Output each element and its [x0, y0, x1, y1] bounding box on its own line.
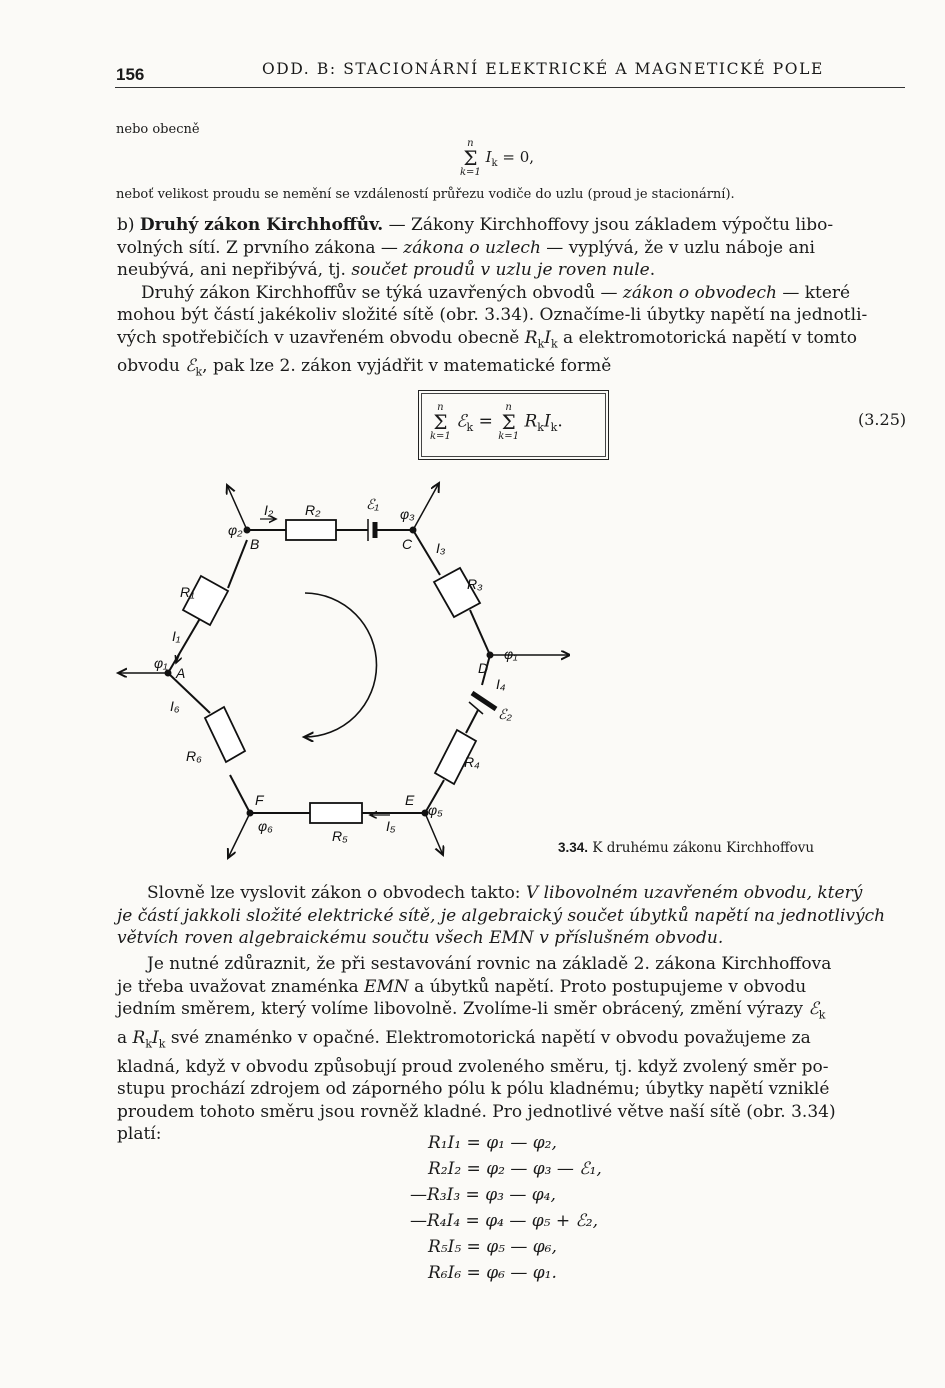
- page-number: 156: [116, 65, 145, 84]
- nutne-line-8: platí:: [117, 1124, 162, 1145]
- eq-n2: n: [505, 402, 512, 413]
- section-b-line-3: neubývá, ani nepřibývá, tj. součet proudů v uzlu je roven nule.: [117, 260, 656, 280]
- label-r3: R₃: [467, 576, 483, 592]
- section-b-line-4: Druhý zákon Kirchhoffův se týká uzavřených obvodů — zákon o obvodech — které: [141, 282, 851, 303]
- label-phi3: φ₃: [400, 506, 415, 522]
- section-b-text: [117, 214, 912, 384]
- slovne-paragraph: [117, 882, 912, 950]
- equation-6: R₆I₆ = φ₆ — φ₁.: [428, 1263, 557, 1283]
- nutne-line-1: Je nutné zdůraznit, že při sestavování rovnic na základě 2. zákona Kirchhoffova: [147, 954, 832, 974]
- label-a: A: [176, 665, 186, 681]
- resistor-r5: [310, 803, 362, 823]
- resistor-r2: [286, 520, 336, 540]
- circulation-arrow: [304, 593, 377, 737]
- sum-upper: n: [467, 138, 474, 149]
- nutne-line-3: jedním směrem, který volíme libovolně. Zvolíme-li směr obrácený, změní výrazy ℰ$_k$: [117, 999, 826, 1022]
- sum-sub: k: [491, 158, 498, 169]
- sum-term: I: [485, 148, 492, 166]
- stationary-note: neboť velikost proudu se nemění se vzdáleností průřezu vodiče do uzlu (proud je stacionární).: [116, 187, 735, 202]
- label-r6: R₆: [186, 748, 202, 764]
- label-e1: ℰ₁: [366, 496, 379, 512]
- label-phi2: φ₂: [228, 522, 243, 538]
- label-f: F: [255, 792, 264, 808]
- sum-rhs: = 0,: [497, 148, 535, 166]
- circuit-diagram: [100, 475, 570, 870]
- equation-2: R₂I₂ = φ₂ — φ₃ — ℰ₁,: [428, 1159, 602, 1179]
- node-d: [487, 652, 494, 659]
- nutne-line-5: kladná, když v obvodu způsobují proud zvoleného směru, tj. když zvolený směr po-: [117, 1056, 829, 1077]
- label-i6: I₆: [170, 698, 180, 714]
- section-b-line-2: volných sítí. Z prvního zákona — zákona o uzlech — vyplývá, že v uzlu náboje ani: [117, 237, 815, 258]
- nutne-line-7: proudem tohoto směru jsou rovněž kladné. Pro jednotlivé větve naší sítě (obr. 3.34): [117, 1101, 836, 1122]
- node-c: [410, 527, 417, 534]
- wire-de-mid: [466, 710, 478, 733]
- label-phi6: φ₆: [258, 818, 273, 834]
- node-b: [244, 527, 251, 534]
- label-i3: I₃: [436, 540, 446, 556]
- label-c: C: [402, 536, 413, 552]
- branch-e: [425, 813, 443, 855]
- eq-rhs-i: I: [543, 411, 551, 432]
- resistor-r6: [205, 707, 245, 762]
- label-i5: I₅: [386, 818, 396, 834]
- nebo-text: nebo obecně: [116, 122, 200, 137]
- label-r4: R₄: [464, 754, 480, 770]
- wire-ab-top: [228, 540, 247, 588]
- running-title: ODD. B: STACIONÁRNÍ ELEKTRICKÉ A MAGNETICKÉ POLE: [262, 60, 824, 78]
- kirchhoff-equation: n Σ k=1 ℰ$_k$ = n Σ k=1 $R_kI_k$.: [430, 402, 563, 442]
- branch-c: [413, 483, 439, 530]
- equation-5: R₅I₅ = φ₅ — φ₆,: [428, 1237, 557, 1257]
- caption-text: K druhému zákonu Kirchhoffovu: [588, 840, 815, 856]
- slovne-line-3: větvích roven algebraickému součtu všech EMN v příslušném obvodu.: [117, 928, 724, 948]
- label-b: B: [250, 536, 260, 552]
- section-b-line-7: obvodu ℰ$_k$, pak lze 2. zákon vyjádřit v matematické formě: [117, 356, 612, 379]
- section-b-line-5: mohou být částí jakékoliv složité sítě (obr. 3.34). Označíme-li úbytky napětí na jednotli-: [117, 305, 868, 325]
- sum-lower: k=1: [460, 167, 481, 178]
- equation-number: (3.25): [858, 410, 907, 429]
- wire-fa-bottom: [230, 775, 250, 813]
- label-phi1-a: φ₁: [154, 655, 168, 671]
- label-r1: R₁: [180, 584, 195, 600]
- label-r5: R₅: [332, 828, 348, 844]
- slovne-line-2: je částí jakkoli složité elektrické sítě, je algebraický součet úbytků napětí na jednotlivých: [117, 905, 886, 926]
- sum-equation: n Σ k=1 $I_k = 0$,: [460, 138, 535, 178]
- wire-cd-bottom: [470, 610, 490, 655]
- eq-sign: =: [473, 411, 499, 432]
- label-r2: R₂: [305, 502, 321, 518]
- eq-rhs-sub2: k: [550, 420, 558, 434]
- branch-f: [228, 813, 250, 858]
- eq-lhs: ℰ: [456, 411, 467, 432]
- label-phi1-d: φ₁: [504, 646, 518, 662]
- eq-k2: k=1: [498, 431, 520, 442]
- section-b-line-6: vých spotřebičích v uzavřeném obvodu obecně $R_kI_k$ a elektromotorická napětí v tomto: [117, 327, 857, 350]
- eq-lhs-sub: k: [466, 420, 474, 434]
- label-i4: I₄: [496, 676, 506, 692]
- nutne-line-6: stupu prochází zdrojem od záporného pólu k pólu kladnému; úbytky napětí vzniklé: [117, 1079, 830, 1100]
- label-i1: I₁: [172, 628, 181, 644]
- eq-rhs-sub1: k: [537, 420, 544, 434]
- nutne-line-2: je třeba uvažovat znaménka EMN a úbytků napětí. Proto postupujeme v obvodu: [117, 976, 807, 997]
- header-rule: [115, 87, 905, 88]
- label-i2: I₂: [264, 502, 274, 518]
- eq-rhs-r: R: [524, 411, 538, 432]
- equation-1: R₁I₁ = φ₁ — φ₂,: [428, 1133, 557, 1153]
- figure-caption: [558, 840, 814, 856]
- eq-k1: k=1: [430, 431, 451, 442]
- label-e2: ℰ₂: [498, 706, 512, 722]
- slovne-line-1: Slovně lze vyslovit zákon o obvodech takto: V libovolném uzavřeném obvodu, který: [147, 883, 863, 903]
- nutne-paragraph: [117, 953, 912, 1146]
- eq-n1: n: [437, 402, 444, 413]
- battery-e2-plate-short: [472, 693, 496, 709]
- eq-end: .: [557, 411, 563, 432]
- label-phi5: φ₅: [428, 802, 443, 818]
- nutne-line-4: a $R_kI_k$ své znaménko v opačné. Elektromotorická napětí v obvodu považujeme za: [117, 1027, 811, 1051]
- node-f: [247, 810, 254, 817]
- equation-3: —R₃I₃ = φ₃ — φ₄,: [410, 1185, 556, 1205]
- section-b-line-1: b) Druhý zákon Kirchhoffův. — Zákony Kirchhoffovy jsou základem výpočtu libo-: [117, 215, 834, 235]
- equation-4: —R₄I₄ = φ₄ — φ₅ + ℰ₂,: [410, 1211, 599, 1231]
- label-e: E: [405, 792, 415, 808]
- caption-number: 3.34.: [558, 840, 589, 855]
- label-d: D: [478, 660, 489, 676]
